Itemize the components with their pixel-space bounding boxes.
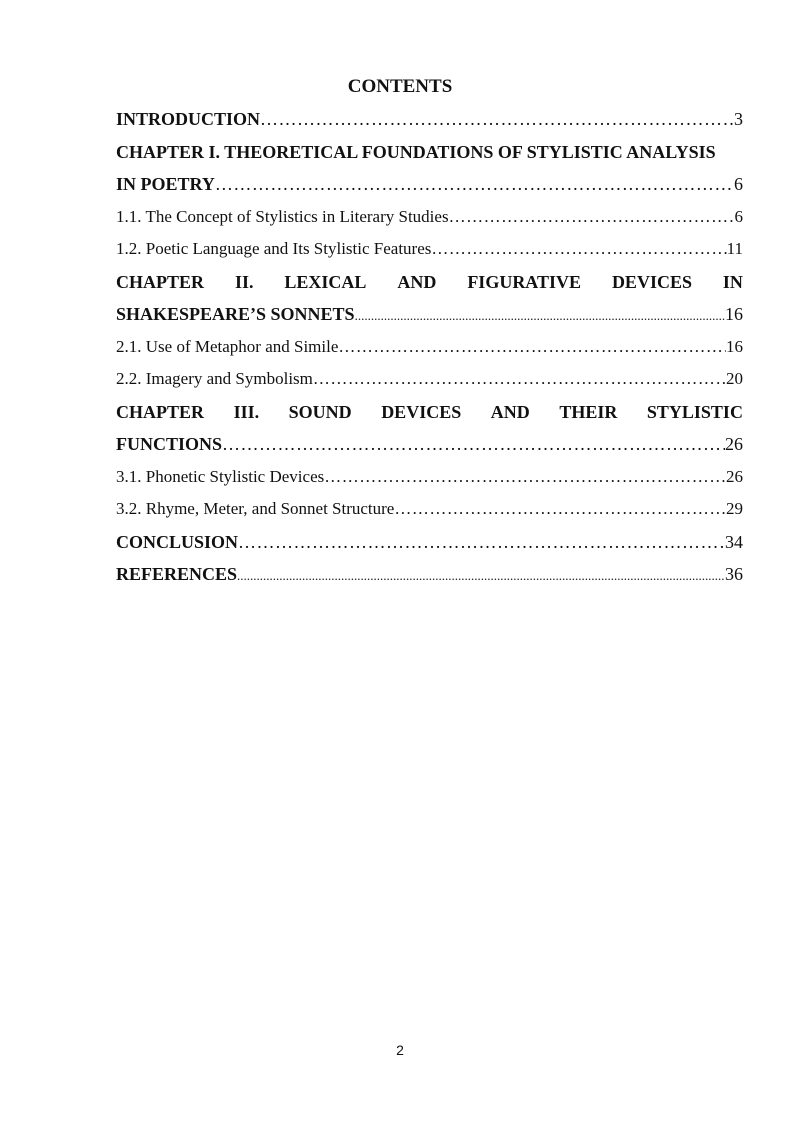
toc-entry-introduction[interactable] [116,103,743,136]
toc-entry-section-2-1[interactable] [116,331,743,364]
toc-leader-dots [222,428,725,461]
page-title: CONTENTS [347,76,453,97]
toc-entry-section-1-2[interactable] [116,233,743,266]
toc-entry-label: 3.1. Phonetic Stylistic Devices [116,466,325,486]
toc-page-number: 34 [725,531,743,552]
toc-entry-label: 2.1. Use of Metaphor and Simile [116,336,339,356]
toc-entry-chapter-1-heading[interactable] [116,136,743,169]
table-of-contents [116,103,743,591]
toc-page-number: 26 [726,466,743,486]
toc-heading-word: DEVICES [611,271,692,292]
toc-entry-chapter-3-heading[interactable] [116,396,743,429]
toc-leader-dots [394,493,726,526]
toc-entry-conclusion[interactable] [116,526,743,559]
toc-leader-dots [260,103,734,136]
toc-entry-section-1-1[interactable] [116,201,743,234]
toc-entry-section-3-1[interactable] [116,461,743,494]
toc-entry-label: 1.1. The Concept of Stylistics in Literary Studies [116,206,449,226]
toc-page-number: 6 [734,206,743,226]
toc-heading-word: STYLISTIC [646,401,743,422]
toc-page-number: 20 [726,369,743,388]
toc-heading-word: THEIR [559,401,618,422]
toc-leader-dots [215,168,734,201]
toc-heading-word: DEVICES [381,401,462,422]
toc-heading-word: AND [490,401,530,422]
toc-heading-word: CHAPTER [116,401,205,422]
toc-heading-word: LEXICAL [284,271,367,292]
toc-page-number: 29 [726,499,743,518]
toc-entry-label: 3.2. Rhyme, Meter, and Sonnet Structure [116,499,395,518]
toc-leader-dots [237,558,725,591]
toc-heading-word: II. [234,271,254,292]
toc-entry-label: CONCLUSION [116,531,239,552]
toc-page-number: 26 [725,434,743,454]
toc-entry-label: 2.2. Imagery and Symbolism [116,369,313,388]
toc-leader-dots [431,233,726,266]
toc-entry-references[interactable] [116,558,743,591]
toc-entry-chapter-2-heading[interactable] [116,266,743,299]
toc-entry-chapter-3[interactable] [116,428,743,461]
toc-leader-dots [238,526,725,559]
toc-entry-label: CHAPTER I. THEORETICAL FOUNDATIONS OF STYLISTIC ANALYSIS [116,141,716,162]
toc-heading-word: III. [233,401,260,422]
toc-entry-section-2-2[interactable] [116,363,743,396]
toc-entry-label: SHAKESPEARE’S SONNETS [116,304,355,324]
toc-leader-dots [313,363,726,396]
toc-heading-word: AND [397,271,437,292]
toc-entry-label: 1.2. Poetic Language and Its Stylistic Features [116,239,432,258]
toc-entry-label: FUNCTIONS [116,434,223,454]
toc-leader-dots [449,201,735,234]
toc-page-number: 3 [734,109,743,129]
toc-page-number: 36 [725,564,743,584]
toc-leader-dots [338,331,726,364]
toc-entry-chapter-2[interactable] [116,298,743,331]
toc-page-number: 11 [726,239,743,258]
toc-entry-label: IN POETRY [116,174,215,194]
page-number: 2 [396,1042,404,1058]
toc-page-number: 16 [726,336,743,356]
toc-entry-label: INTRODUCTION [116,109,261,129]
toc-heading-word: FIGURATIVE [467,271,581,292]
toc-page-number: 6 [734,174,743,194]
toc-entry-label: REFERENCES [116,564,238,584]
toc-entry-section-3-2[interactable] [116,493,743,526]
toc-heading-word: SOUND [288,401,352,422]
toc-heading-word: IN [722,271,743,292]
toc-entry-chapter-1[interactable] [116,168,743,201]
toc-page-number: 16 [725,304,743,324]
toc-heading-word: CHAPTER [116,271,205,292]
toc-leader-dots [324,461,726,494]
toc-leader-dots [355,298,725,331]
